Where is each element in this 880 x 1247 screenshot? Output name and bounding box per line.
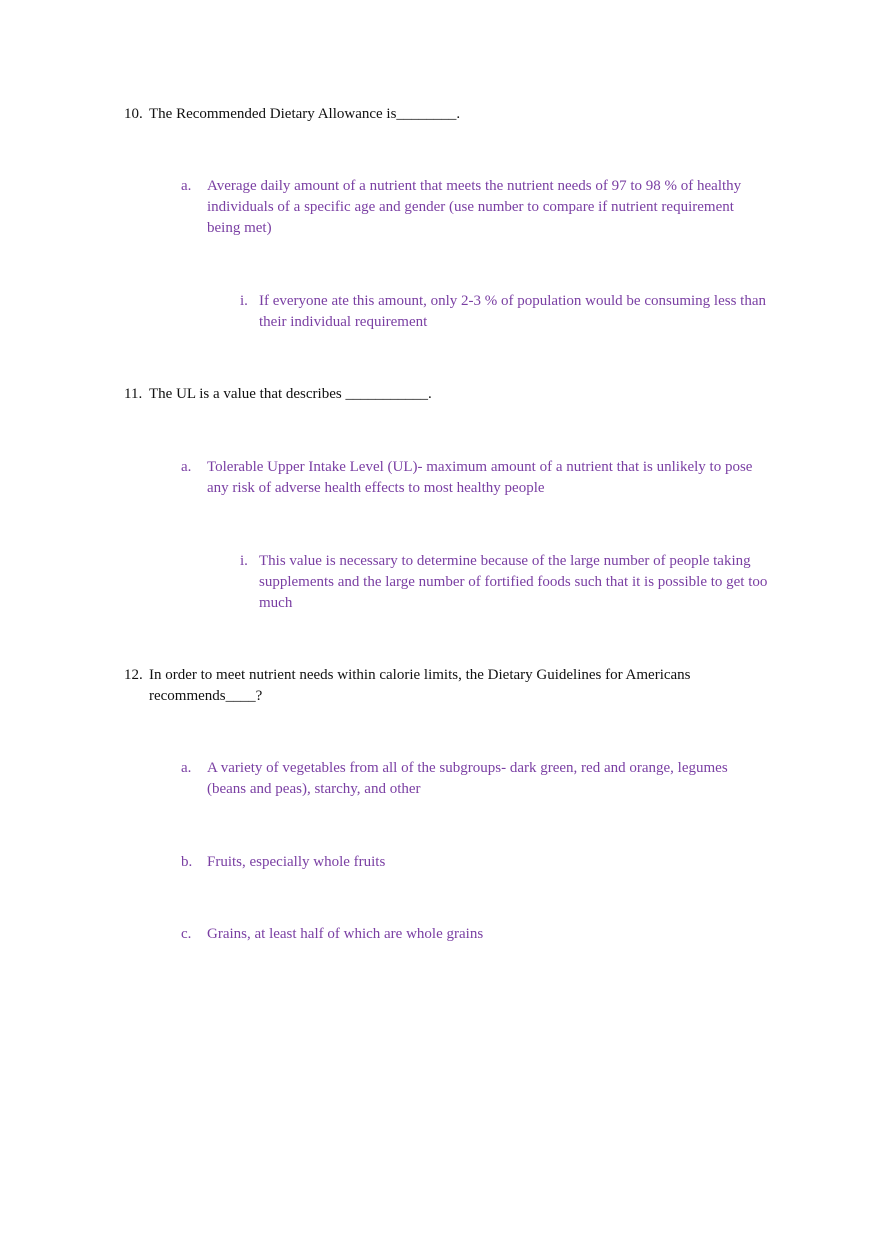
answer-text: Tolerable Upper Intake Level (UL)- maximum amount of a nutrient that is unlikely to pose any risk of adverse health effects to most healthy people [207,459,753,496]
sub-answer-label: i. [240,553,248,569]
answer-10a [181,176,761,239]
question-text: In order to meet nutrient needs within calorie limits, the Dietary Guidelines for Americans recommends____? [149,667,691,704]
answer-label: a. [181,760,192,776]
question-12 [124,665,744,707]
answer-text: Grains, at least half of which are whole grains [207,926,484,942]
sub-answer-text: If everyone ate this amount, only 2-3 % of population would be consuming less than their individual requirement [259,293,766,330]
answer-12c [181,924,761,945]
answer-label: c. [181,926,192,942]
question-text: The UL is a value that describes ___________. [149,386,432,402]
sub-answer-text: This value is necessary to determine because of the large number of people taking supplements and the large number of fortified foods such that it is possible to get too much [259,553,768,611]
answer-text: Fruits, especially whole fruits [207,854,386,870]
question-10 [124,104,744,125]
question-11 [124,384,744,405]
question-number: 11. [124,386,143,402]
answer-label: a. [181,459,192,475]
answer-text: A variety of vegetables from all of the subgroups- dark green, red and orange, legumes (beans and peas), starchy, and other [207,760,728,797]
question-text: The Recommended Dietary Allowance is________. [149,106,461,122]
question-number: 12. [124,667,143,683]
question-number: 10. [124,106,143,122]
answer-label: b. [181,854,193,870]
answer-label: a. [181,178,192,194]
answer-12a [181,758,761,800]
answer-12b [181,852,761,873]
sub-answer-label: i. [240,293,248,309]
answer-11a-i [240,551,770,614]
answer-10a-i [240,291,770,333]
answer-text: Average daily amount of a nutrient that meets the nutrient needs of 97 to 98 % of healthy individuals of a specific age and gender (use number to compare if nutrient requirement being met) [207,178,742,236]
answer-11a [181,457,761,499]
